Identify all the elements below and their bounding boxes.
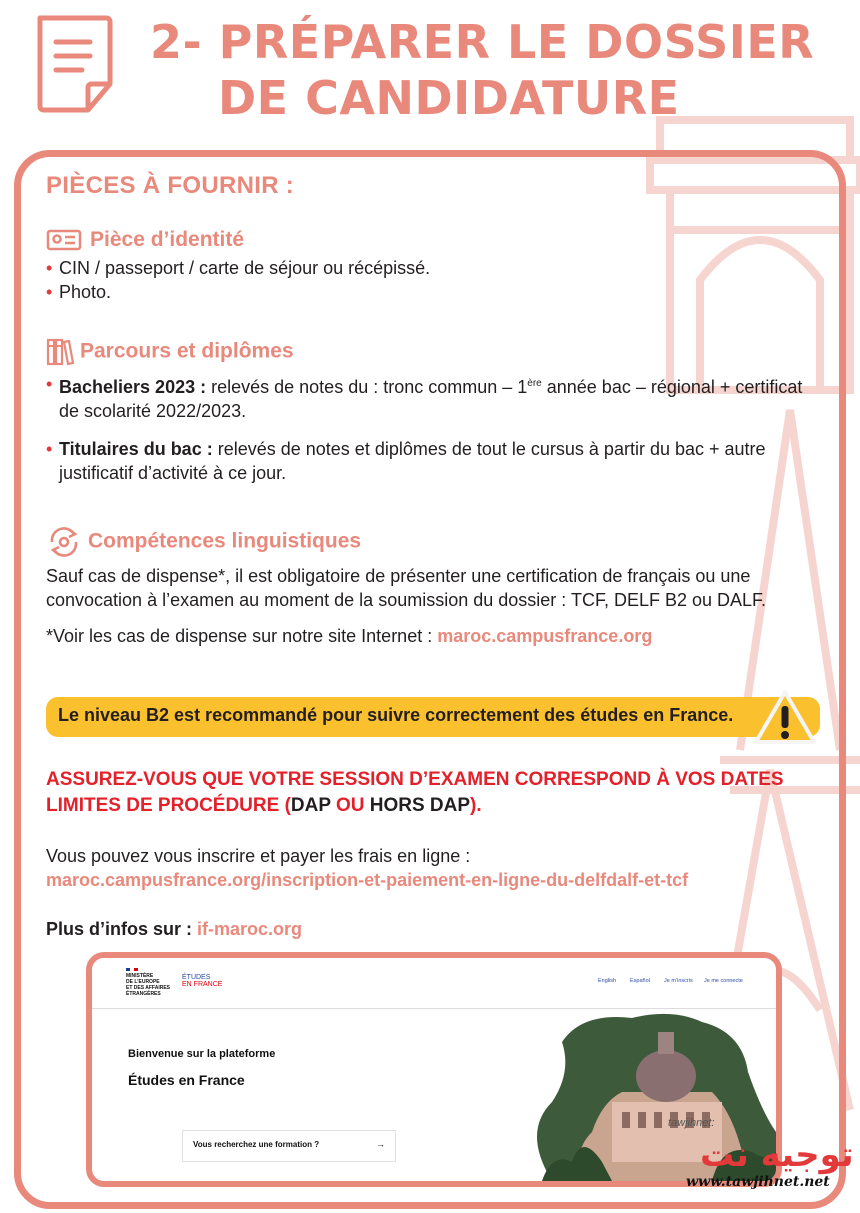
language-cycle-icon [46, 524, 82, 560]
langue-paragraph: Sauf cas de dispense*, il est obligatoire de présenter une certification de français ou une convocation à l’examen au moment de la soumission du dossier : TCF, DELF B2 ou DALF. [46, 566, 767, 610]
platform-header [92, 958, 776, 1009]
identity-title: Pièce d’identité [90, 228, 245, 251]
logo-line-2: EN FRANCE [182, 981, 223, 988]
titulaires-label: Titulaires du bac : [59, 439, 213, 459]
identity-section [46, 228, 430, 304]
bacheliers-label: Bacheliers 2023 : [59, 377, 207, 397]
ministry-line: ÉTRANGÈRES [126, 991, 161, 997]
ministry-line: DE L’EUROPE [126, 979, 160, 985]
watermark-small: tawjihnet: [668, 1117, 715, 1129]
bacheliers-text-a: relevés de notes du : tronc commun – 1 [211, 377, 528, 397]
logo-line-1: ÉTUDES [182, 974, 211, 981]
document-icon [34, 12, 116, 116]
inscription-text: Vous pouvez vous inscrire et payer les frais en ligne : [46, 846, 471, 866]
ministry-line: ET DES AFFAIRES [126, 985, 170, 991]
if-maroc-link[interactable]: if-maroc.org [197, 919, 303, 939]
identity-heading [46, 228, 430, 252]
platform-name: Études en France [128, 1072, 245, 1088]
infos-line [46, 917, 302, 941]
list-item [46, 372, 820, 423]
alert-part1: ASSUREZ-VOUS QUE VOTRE SESSION D’EXAMEN CORRESPOND À VOS DATES LIMITES DE PROCÉDURE ( [46, 769, 784, 816]
french-flag-icon [126, 968, 138, 971]
inscription-block [46, 844, 826, 892]
exam-session-alert [46, 767, 806, 819]
parcours-section [46, 338, 820, 485]
pieces-title: PIÈCES À FOURNIR : [46, 172, 295, 199]
nav-inscription[interactable]: Je m’inscris [664, 978, 693, 984]
nav-connexion[interactable]: Je me connecte [704, 978, 743, 984]
dispense-note-prefix: *Voir les cas de dispense sur notre site Internet : [46, 626, 433, 646]
books-icon [46, 338, 74, 366]
inscription-link[interactable]: maroc.campusfrance.org/inscription-et-paiement-en-ligne-du-delfdalf-et-tcf [46, 870, 689, 890]
langue-title: Compétences linguistiques [88, 529, 362, 553]
dispense-note [46, 624, 806, 648]
etudes-en-france-logo [182, 974, 222, 988]
langue-section [46, 524, 806, 648]
bacheliers-sup: ère [527, 378, 542, 389]
watermark-arabic: توجيه نت [700, 1135, 854, 1175]
alert-part2: ). [470, 795, 482, 816]
ministry-line: MINISTÈRE [126, 973, 154, 979]
list-item: • CIN / passeport / carte de séjour ou récépissé. [46, 256, 430, 280]
list-item: • Photo. [46, 280, 430, 304]
nav-english[interactable]: English [598, 978, 617, 984]
alert-dap: DAP [290, 795, 331, 816]
watermark-url: www.tawjihnet.net [686, 1174, 830, 1190]
parcours-heading [46, 338, 820, 366]
title-line-1: 2- PRÉPARER LE DOSSIER [150, 15, 815, 69]
list-item [46, 437, 820, 485]
parcours-list [46, 372, 820, 485]
welcome-text: Bienvenue sur la plateforme [128, 1048, 276, 1060]
ministry-logo [126, 968, 170, 997]
infos-label: Plus d’infos sur : [46, 919, 193, 939]
identity-list [46, 256, 430, 304]
id-card-icon [46, 229, 84, 251]
titulaires-text: relevés de notes et diplômes de tout le cursus à partir du bac + autre justificatif d’activité à ce jour. [59, 439, 766, 483]
parcours-title: Parcours et diplômes [80, 339, 294, 363]
platform-screenshot [86, 952, 782, 1187]
campusfrance-link[interactable]: maroc.campusfrance.org [437, 626, 653, 646]
search-placeholder: Vous recherchez une formation ? [193, 1140, 320, 1149]
formation-search-box[interactable] [182, 1130, 396, 1162]
warning-text: Le niveau B2 est recommandé pour suivre correctement des études en France. [58, 705, 734, 725]
warning-icon [752, 688, 818, 748]
langue-heading [46, 524, 806, 560]
bacheliers-text-b: année bac – régional + certificat de scolarité 2022/2023. [59, 377, 803, 421]
title-line-2: DE CANDIDATURE [218, 71, 680, 125]
alert-hors-dap: HORS DAP [369, 795, 471, 816]
arrow-right-icon[interactable]: → [376, 1139, 385, 1149]
alert-ou: OU [330, 795, 370, 816]
nav-espanol[interactable]: Español [630, 978, 650, 984]
